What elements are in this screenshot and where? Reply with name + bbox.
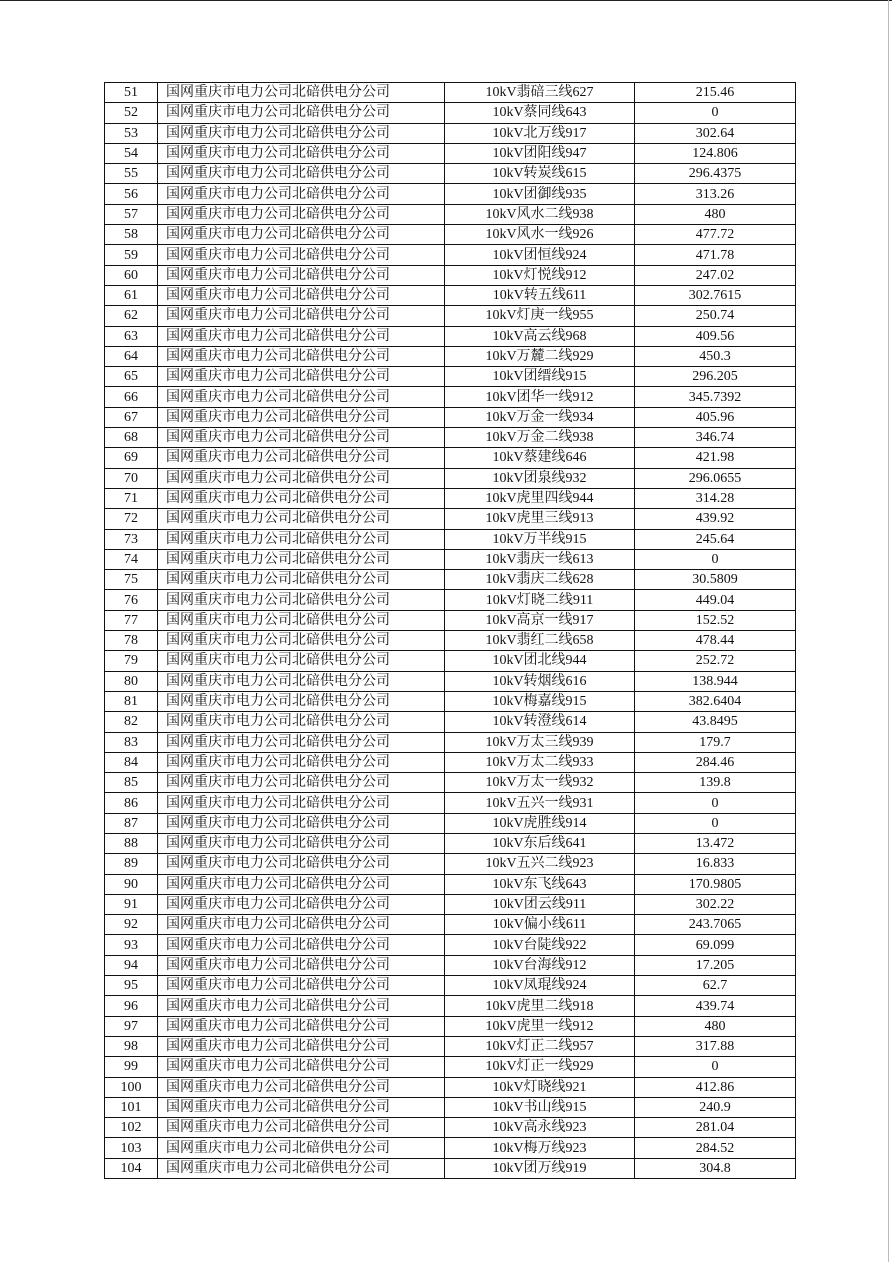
row-number: 100	[105, 1077, 158, 1097]
company-name: 国网重庆市电力公司北碚供电分公司	[158, 631, 445, 651]
table-row	[105, 103, 796, 123]
line-name: 10kV高永线923	[445, 1118, 635, 1138]
value: 281.04	[635, 1118, 796, 1138]
company-name: 国网重庆市电力公司北碚供电分公司	[158, 143, 445, 163]
value: 17.205	[635, 955, 796, 975]
line-name: 10kV万麓二线929	[445, 346, 635, 366]
table-row	[105, 407, 796, 427]
company-name: 国网重庆市电力公司北碚供电分公司	[158, 1036, 445, 1056]
line-name: 10kV凤琨线924	[445, 976, 635, 996]
value: 247.02	[635, 265, 796, 285]
value: 480	[635, 204, 796, 224]
value: 439.92	[635, 509, 796, 529]
table-row	[105, 996, 796, 1016]
value: 16.833	[635, 854, 796, 874]
page-top-border	[0, 0, 892, 1]
value: 250.74	[635, 306, 796, 326]
row-number: 103	[105, 1138, 158, 1158]
value: 284.46	[635, 752, 796, 772]
value: 30.5809	[635, 570, 796, 590]
table-row	[105, 976, 796, 996]
line-name: 10kV团云线911	[445, 894, 635, 914]
table-row	[105, 143, 796, 163]
value: 43.8495	[635, 712, 796, 732]
value: 412.86	[635, 1077, 796, 1097]
company-name: 国网重庆市电力公司北碚供电分公司	[158, 407, 445, 427]
company-name: 国网重庆市电力公司北碚供电分公司	[158, 570, 445, 590]
company-name: 国网重庆市电力公司北碚供电分公司	[158, 732, 445, 752]
value: 139.8	[635, 773, 796, 793]
row-number: 71	[105, 488, 158, 508]
value: 62.7	[635, 976, 796, 996]
line-name: 10kV万金二线938	[445, 428, 635, 448]
company-name: 国网重庆市电力公司北碚供电分公司	[158, 428, 445, 448]
company-name: 国网重庆市电力公司北碚供电分公司	[158, 915, 445, 935]
row-number: 63	[105, 326, 158, 346]
row-number: 91	[105, 894, 158, 914]
line-name: 10kV梅嘉线915	[445, 691, 635, 711]
line-name: 10kV蔡同线643	[445, 103, 635, 123]
value: 0	[635, 549, 796, 569]
table-row	[105, 1016, 796, 1036]
row-number: 85	[105, 773, 158, 793]
table-row	[105, 631, 796, 651]
value: 317.88	[635, 1036, 796, 1056]
value: 314.28	[635, 488, 796, 508]
table-row	[105, 1138, 796, 1158]
company-name: 国网重庆市电力公司北碚供电分公司	[158, 509, 445, 529]
company-name: 国网重庆市电力公司北碚供电分公司	[158, 265, 445, 285]
table-row	[105, 874, 796, 894]
value: 215.46	[635, 83, 796, 103]
table-row	[105, 752, 796, 772]
row-number: 88	[105, 833, 158, 853]
table-row	[105, 955, 796, 975]
row-number: 102	[105, 1118, 158, 1138]
line-name: 10kV风水二线938	[445, 204, 635, 224]
company-name: 国网重庆市电力公司北碚供电分公司	[158, 1097, 445, 1117]
line-name: 10kV五兴二线923	[445, 854, 635, 874]
row-number: 56	[105, 184, 158, 204]
row-number: 60	[105, 265, 158, 285]
row-number: 81	[105, 691, 158, 711]
table-row	[105, 651, 796, 671]
table-row	[105, 285, 796, 305]
value: 13.472	[635, 833, 796, 853]
table-row	[105, 245, 796, 265]
line-name: 10kV团恒线924	[445, 245, 635, 265]
line-name: 10kV灯庚一线955	[445, 306, 635, 326]
company-name: 国网重庆市电力公司北碚供电分公司	[158, 387, 445, 407]
value: 284.52	[635, 1138, 796, 1158]
table-row	[105, 83, 796, 103]
line-name: 10kV蔡建线646	[445, 448, 635, 468]
company-name: 国网重庆市电力公司北碚供电分公司	[158, 1138, 445, 1158]
row-number: 68	[105, 428, 158, 448]
value: 124.806	[635, 143, 796, 163]
value: 480	[635, 1016, 796, 1036]
company-name: 国网重庆市电力公司北碚供电分公司	[158, 691, 445, 711]
value: 152.52	[635, 610, 796, 630]
row-number: 99	[105, 1057, 158, 1077]
company-name: 国网重庆市电力公司北碚供电分公司	[158, 204, 445, 224]
row-number: 62	[105, 306, 158, 326]
table-row	[105, 915, 796, 935]
row-number: 61	[105, 285, 158, 305]
table-row	[105, 732, 796, 752]
line-name: 10kV万金一线934	[445, 407, 635, 427]
row-number: 70	[105, 468, 158, 488]
company-name: 国网重庆市电力公司北碚供电分公司	[158, 773, 445, 793]
value: 382.6404	[635, 691, 796, 711]
row-number: 75	[105, 570, 158, 590]
row-number: 65	[105, 367, 158, 387]
company-name: 国网重庆市电力公司北碚供电分公司	[158, 346, 445, 366]
value: 302.64	[635, 123, 796, 143]
table-row	[105, 610, 796, 630]
line-name: 10kV团北线944	[445, 651, 635, 671]
line-name: 10kV台海线912	[445, 955, 635, 975]
row-number: 66	[105, 387, 158, 407]
row-number: 104	[105, 1158, 158, 1178]
row-number: 95	[105, 976, 158, 996]
table-row	[105, 833, 796, 853]
line-name: 10kV翡红二线658	[445, 631, 635, 651]
company-name: 国网重庆市电力公司北碚供电分公司	[158, 468, 445, 488]
table-row	[105, 529, 796, 549]
company-name: 国网重庆市电力公司北碚供电分公司	[158, 488, 445, 508]
row-number: 58	[105, 225, 158, 245]
line-name: 10kV偏小线611	[445, 915, 635, 935]
value: 478.44	[635, 631, 796, 651]
line-name: 10kV虎里四线944	[445, 488, 635, 508]
table-row	[105, 712, 796, 732]
line-name: 10kV虎胜线914	[445, 813, 635, 833]
row-number: 101	[105, 1097, 158, 1117]
value: 477.72	[635, 225, 796, 245]
value: 170.9805	[635, 874, 796, 894]
company-name: 国网重庆市电力公司北碚供电分公司	[158, 590, 445, 610]
table-row	[105, 1036, 796, 1056]
company-name: 国网重庆市电力公司北碚供电分公司	[158, 874, 445, 894]
value: 302.7615	[635, 285, 796, 305]
value: 243.7065	[635, 915, 796, 935]
company-name: 国网重庆市电力公司北碚供电分公司	[158, 83, 445, 103]
row-number: 87	[105, 813, 158, 833]
row-number: 90	[105, 874, 158, 894]
value: 439.74	[635, 996, 796, 1016]
company-name: 国网重庆市电力公司北碚供电分公司	[158, 1016, 445, 1036]
line-name: 10kV梅万线923	[445, 1138, 635, 1158]
value: 0	[635, 1057, 796, 1077]
company-name: 国网重庆市电力公司北碚供电分公司	[158, 549, 445, 569]
row-number: 83	[105, 732, 158, 752]
table-row	[105, 184, 796, 204]
row-number: 94	[105, 955, 158, 975]
line-name: 10kV高云线968	[445, 326, 635, 346]
table-row	[105, 1097, 796, 1117]
table-row	[105, 894, 796, 914]
line-name: 10kV翡庆一线613	[445, 549, 635, 569]
line-name: 10kV虎里一线912	[445, 1016, 635, 1036]
table-row	[105, 1158, 796, 1178]
line-name: 10kV转澄线614	[445, 712, 635, 732]
company-name: 国网重庆市电力公司北碚供电分公司	[158, 367, 445, 387]
line-name: 10kV书山线915	[445, 1097, 635, 1117]
row-number: 64	[105, 346, 158, 366]
row-number: 92	[105, 915, 158, 935]
value: 302.22	[635, 894, 796, 914]
feeder-line-table	[104, 82, 796, 1179]
table-row	[105, 691, 796, 711]
company-name: 国网重庆市电力公司北碚供电分公司	[158, 813, 445, 833]
company-name: 国网重庆市电力公司北碚供电分公司	[158, 651, 445, 671]
line-name: 10kV翡庆二线628	[445, 570, 635, 590]
company-name: 国网重庆市电力公司北碚供电分公司	[158, 833, 445, 853]
table-row	[105, 164, 796, 184]
line-name: 10kV东飞线643	[445, 874, 635, 894]
table-row	[105, 773, 796, 793]
row-number: 82	[105, 712, 158, 732]
row-number: 53	[105, 123, 158, 143]
company-name: 国网重庆市电力公司北碚供电分公司	[158, 752, 445, 772]
row-number: 52	[105, 103, 158, 123]
line-name: 10kV灯晓二线911	[445, 590, 635, 610]
company-name: 国网重庆市电力公司北碚供电分公司	[158, 1158, 445, 1178]
company-name: 国网重庆市电力公司北碚供电分公司	[158, 610, 445, 630]
table-row	[105, 367, 796, 387]
row-number: 59	[105, 245, 158, 265]
table-row	[105, 549, 796, 569]
company-name: 国网重庆市电力公司北碚供电分公司	[158, 184, 445, 204]
line-name: 10kV灯晓线921	[445, 1077, 635, 1097]
row-number: 73	[105, 529, 158, 549]
company-name: 国网重庆市电力公司北碚供电分公司	[158, 225, 445, 245]
table-row	[105, 671, 796, 691]
row-number: 67	[105, 407, 158, 427]
row-number: 86	[105, 793, 158, 813]
company-name: 国网重庆市电力公司北碚供电分公司	[158, 448, 445, 468]
value: 138.944	[635, 671, 796, 691]
line-name: 10kV风水一线926	[445, 225, 635, 245]
line-name: 10kV北万线917	[445, 123, 635, 143]
table-row	[105, 428, 796, 448]
row-number: 54	[105, 143, 158, 163]
company-name: 国网重庆市电力公司北碚供电分公司	[158, 103, 445, 123]
table-row	[105, 326, 796, 346]
value: 240.9	[635, 1097, 796, 1117]
row-number: 97	[105, 1016, 158, 1036]
table-row	[105, 387, 796, 407]
line-name: 10kV万半线915	[445, 529, 635, 549]
company-name: 国网重庆市电力公司北碚供电分公司	[158, 1077, 445, 1097]
line-name: 10kV转烟线616	[445, 671, 635, 691]
value: 405.96	[635, 407, 796, 427]
value: 296.4375	[635, 164, 796, 184]
value: 245.64	[635, 529, 796, 549]
table-row	[105, 448, 796, 468]
line-name: 10kV团万线919	[445, 1158, 635, 1178]
company-name: 国网重庆市电力公司北碚供电分公司	[158, 935, 445, 955]
row-number: 89	[105, 854, 158, 874]
value: 179.7	[635, 732, 796, 752]
table-row	[105, 570, 796, 590]
company-name: 国网重庆市电力公司北碚供电分公司	[158, 854, 445, 874]
value: 0	[635, 793, 796, 813]
row-number: 74	[105, 549, 158, 569]
table-row	[105, 1057, 796, 1077]
line-name: 10kV转炭线615	[445, 164, 635, 184]
company-name: 国网重庆市电力公司北碚供电分公司	[158, 245, 445, 265]
table-row	[105, 793, 796, 813]
line-name: 10kV虎里二线918	[445, 996, 635, 1016]
line-name: 10kV团泉线932	[445, 468, 635, 488]
line-name: 10kV五兴一线931	[445, 793, 635, 813]
company-name: 国网重庆市电力公司北碚供电分公司	[158, 123, 445, 143]
value: 296.0655	[635, 468, 796, 488]
line-name: 10kV团华一线912	[445, 387, 635, 407]
line-name: 10kV万太二线933	[445, 752, 635, 772]
value: 421.98	[635, 448, 796, 468]
value: 346.74	[635, 428, 796, 448]
line-name: 10kV翡碚三线627	[445, 83, 635, 103]
line-name: 10kV高京一线917	[445, 610, 635, 630]
company-name: 国网重庆市电力公司北碚供电分公司	[158, 671, 445, 691]
value: 471.78	[635, 245, 796, 265]
company-name: 国网重庆市电力公司北碚供电分公司	[158, 976, 445, 996]
table-row	[105, 468, 796, 488]
row-number: 57	[105, 204, 158, 224]
value: 69.099	[635, 935, 796, 955]
company-name: 国网重庆市电力公司北碚供电分公司	[158, 285, 445, 305]
row-number: 96	[105, 996, 158, 1016]
table-row	[105, 1118, 796, 1138]
value: 252.72	[635, 651, 796, 671]
value: 0	[635, 813, 796, 833]
line-name: 10kV灯正二线957	[445, 1036, 635, 1056]
company-name: 国网重庆市电力公司北碚供电分公司	[158, 996, 445, 1016]
table-row	[105, 306, 796, 326]
value: 296.205	[635, 367, 796, 387]
table-row	[105, 1077, 796, 1097]
row-number: 76	[105, 590, 158, 610]
row-number: 98	[105, 1036, 158, 1056]
company-name: 国网重庆市电力公司北碚供电分公司	[158, 326, 445, 346]
page-right-border	[888, 0, 889, 1262]
row-number: 72	[105, 509, 158, 529]
value: 450.3	[635, 346, 796, 366]
line-name: 10kV转五线611	[445, 285, 635, 305]
company-name: 国网重庆市电力公司北碚供电分公司	[158, 793, 445, 813]
table-row	[105, 346, 796, 366]
table-row	[105, 488, 796, 508]
line-name: 10kV万太三线939	[445, 732, 635, 752]
row-number: 77	[105, 610, 158, 630]
line-name: 10kV万太一线932	[445, 773, 635, 793]
line-name: 10kV东后线641	[445, 833, 635, 853]
row-number: 80	[105, 671, 158, 691]
row-number: 79	[105, 651, 158, 671]
table-row	[105, 590, 796, 610]
line-name: 10kV灯悦线912	[445, 265, 635, 285]
company-name: 国网重庆市电力公司北碚供电分公司	[158, 894, 445, 914]
company-name: 国网重庆市电力公司北碚供电分公司	[158, 164, 445, 184]
table-row	[105, 225, 796, 245]
table-row	[105, 123, 796, 143]
row-number: 93	[105, 935, 158, 955]
table-row	[105, 265, 796, 285]
company-name: 国网重庆市电力公司北碚供电分公司	[158, 529, 445, 549]
table-body	[105, 83, 796, 1179]
line-name: 10kV团缙线915	[445, 367, 635, 387]
table-row	[105, 813, 796, 833]
line-name: 10kV团御线935	[445, 184, 635, 204]
row-number: 69	[105, 448, 158, 468]
table-row	[105, 854, 796, 874]
line-name: 10kV台陡线922	[445, 935, 635, 955]
value: 409.56	[635, 326, 796, 346]
value: 449.04	[635, 590, 796, 610]
line-name: 10kV虎里三线913	[445, 509, 635, 529]
value: 0	[635, 103, 796, 123]
row-number: 55	[105, 164, 158, 184]
table-row	[105, 935, 796, 955]
value: 304.8	[635, 1158, 796, 1178]
company-name: 国网重庆市电力公司北碚供电分公司	[158, 712, 445, 732]
line-name: 10kV团阳线947	[445, 143, 635, 163]
table-row	[105, 509, 796, 529]
company-name: 国网重庆市电力公司北碚供电分公司	[158, 1057, 445, 1077]
line-name: 10kV灯正一线929	[445, 1057, 635, 1077]
company-name: 国网重庆市电力公司北碚供电分公司	[158, 1118, 445, 1138]
value: 313.26	[635, 184, 796, 204]
row-number: 51	[105, 83, 158, 103]
table-row	[105, 204, 796, 224]
company-name: 国网重庆市电力公司北碚供电分公司	[158, 306, 445, 326]
value: 345.7392	[635, 387, 796, 407]
row-number: 84	[105, 752, 158, 772]
row-number: 78	[105, 631, 158, 651]
company-name: 国网重庆市电力公司北碚供电分公司	[158, 955, 445, 975]
